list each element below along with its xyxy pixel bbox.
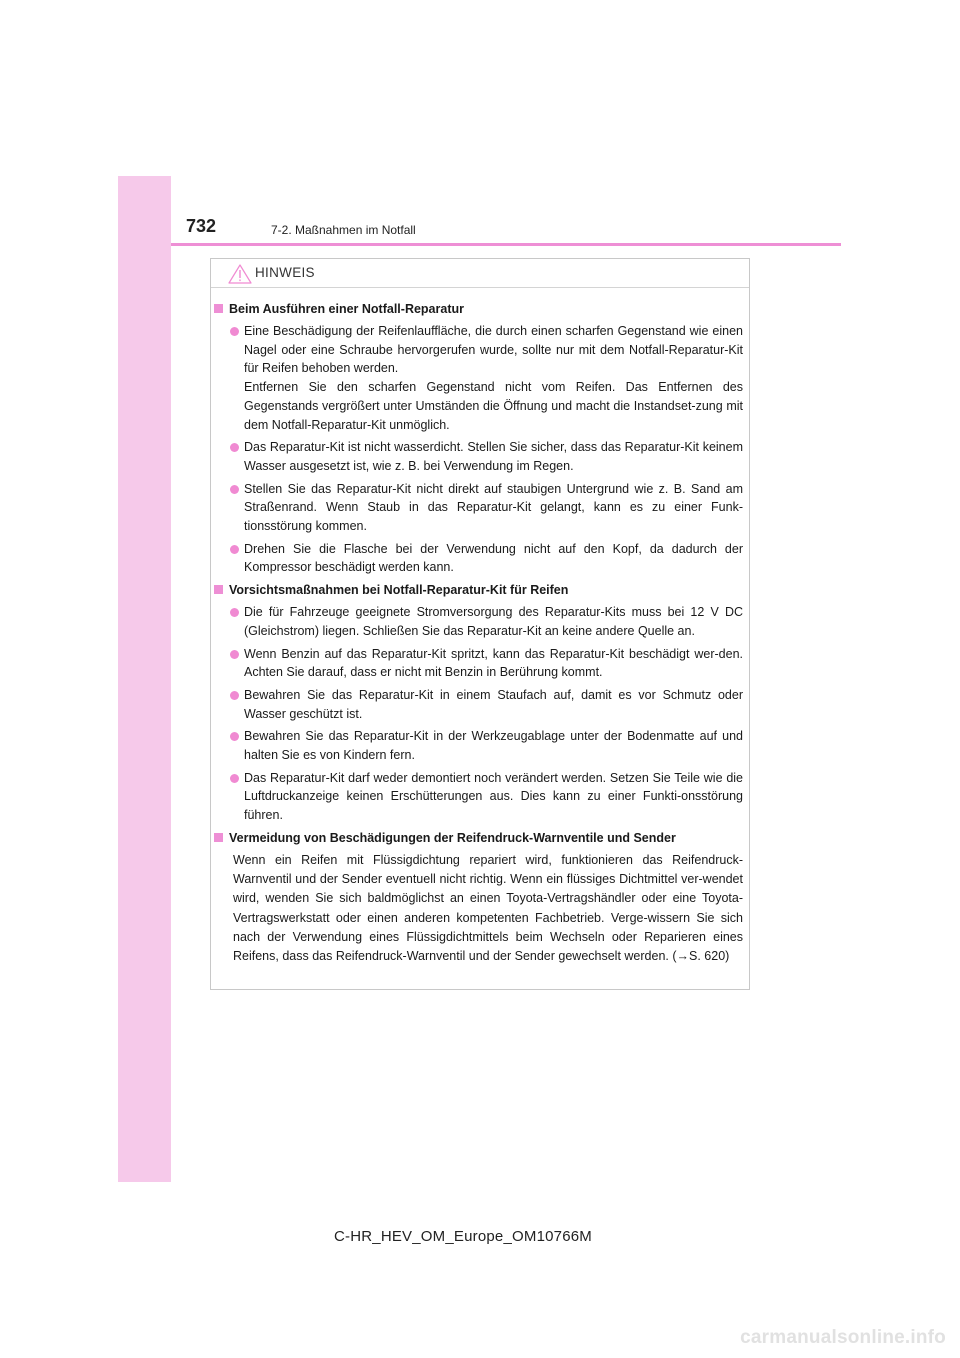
- warning-triangle-icon: [228, 264, 252, 284]
- round-bullet-icon: [230, 650, 239, 659]
- topic-heading: Beim Ausführen einer Notfall-Reparatur: [214, 300, 743, 318]
- round-bullet-icon: [230, 732, 239, 741]
- list-item: Wenn Benzin auf das Reparatur-Kit spritzt, kann das Reparatur-Kit beschädigt wer-den. Achten Sie darauf, dass er nicht mit Benzin in Berührung kommt.: [230, 645, 743, 682]
- round-bullet-icon: [230, 485, 239, 494]
- list-item: Stellen Sie das Reparatur-Kit nicht direkt auf staubigen Untergrund wie z. B. Sand am Straßenrand. Wenn Staub in das Reparatur-Kit gelangt, kann es zu einer Funk-tionsstörung kommen.: [230, 480, 743, 536]
- round-bullet-icon: [230, 443, 239, 452]
- topic-heading: Vermeidung von Beschädigungen der Reifendruck-Warnventile und Sender: [214, 829, 743, 847]
- list-item: Bewahren Sie das Reparatur-Kit in der Werkzeugablage unter der Bodenmatte auf und halten Sie es von Kindern fern.: [230, 727, 743, 764]
- list-item: Das Reparatur-Kit darf weder demontiert noch verändert werden. Setzen Sie Teile wie die Luftdruckanzeige keinen Erschütterungen aus. Dies kann zu einer Funkti-onsstörung führen.: [230, 769, 743, 825]
- round-bullet-icon: [230, 774, 239, 783]
- notice-header: [211, 259, 749, 288]
- square-bullet-icon: [214, 304, 223, 313]
- notice-body: [211, 289, 749, 967]
- header-rule: [171, 243, 841, 246]
- round-bullet-icon: [230, 608, 239, 617]
- document-code: C-HR_HEV_OM_Europe_OM10766M: [333, 1228, 592, 1245]
- square-bullet-icon: [214, 585, 223, 594]
- square-bullet-icon: [214, 833, 223, 842]
- round-bullet-icon: [230, 545, 239, 554]
- watermark: carmanualsonline.info: [740, 1327, 946, 1348]
- topic-paragraph: Wenn ein Reifen mit Flüssigdichtung repariert wird, funktionieren das Reifendruck-Warnventil und der Sender eventuell nicht richtig. Wenn ein flüssiges Dichtmittel ver-wendet wird, wenden Sie sich baldmöglichst an einen Toyota-Vertragshändler oder eine Toyota-Vertragswerkstatt oder einen anderen kompetenten Fachbetrieb. Verge-wissern Sie sich nach der Verwendung eines Flüssigdichtmittels beim Wechseln oder Reparieren eines Reifens, dass das Reifendruck-Warnventil und der Sender gewechselt werden. (→S. 620): [233, 852, 743, 964]
- chapter-side-strip: [118, 176, 171, 1182]
- section-title: 7-2. Maßnahmen im Notfall: [271, 223, 416, 237]
- round-bullet-icon: [230, 691, 239, 700]
- list-item: Drehen Sie die Flasche bei der Verwendung nicht auf den Kopf, da dadurch der Kompressor beschädigt werden kann.: [230, 540, 743, 577]
- round-bullet-icon: [230, 327, 239, 336]
- list-item: Bewahren Sie das Reparatur-Kit in einem Staufach auf, damit es vor Schmutz oder Wasser geschützt ist.: [230, 686, 743, 723]
- notice-label: HINWEIS: [255, 265, 315, 280]
- page-number: 732: [186, 216, 217, 236]
- list-item: Die für Fahrzeuge geeignete Stromversorgung des Reparatur-Kits muss bei 12 V DC (Gleichstrom) liegen. Schließen Sie das Reparatur-Kit an keine andere Quelle an.: [230, 603, 743, 640]
- topic-heading: Vorsichtsmaßnahmen bei Notfall-Reparatur-Kit für Reifen: [214, 581, 743, 599]
- notice-box: [210, 258, 750, 990]
- list-item: Eine Beschädigung der Reifenlauffläche, die durch einen scharfen Gegenstand wie einen Nagel oder eine Schraube hervorgerufen wurde, sollte nur mit dem Notfall-Reparatur-Kit für Reifen behoben werden. Entfernen Sie den scharfen Gegenstand nicht vom Reifen. Das Entfernen des Gegenstands vergrößert unter Umständen die Öffnung und macht die Instandset-zung mit dem Notfall-Reparatur-Kit unmöglich.: [230, 322, 743, 434]
- list-item: Das Reparatur-Kit ist nicht wasserdicht. Stellen Sie sicher, dass das Reparatur-Kit keinem Wasser ausgesetzt ist, wie z. B. bei Verwendung im Regen.: [230, 438, 743, 475]
